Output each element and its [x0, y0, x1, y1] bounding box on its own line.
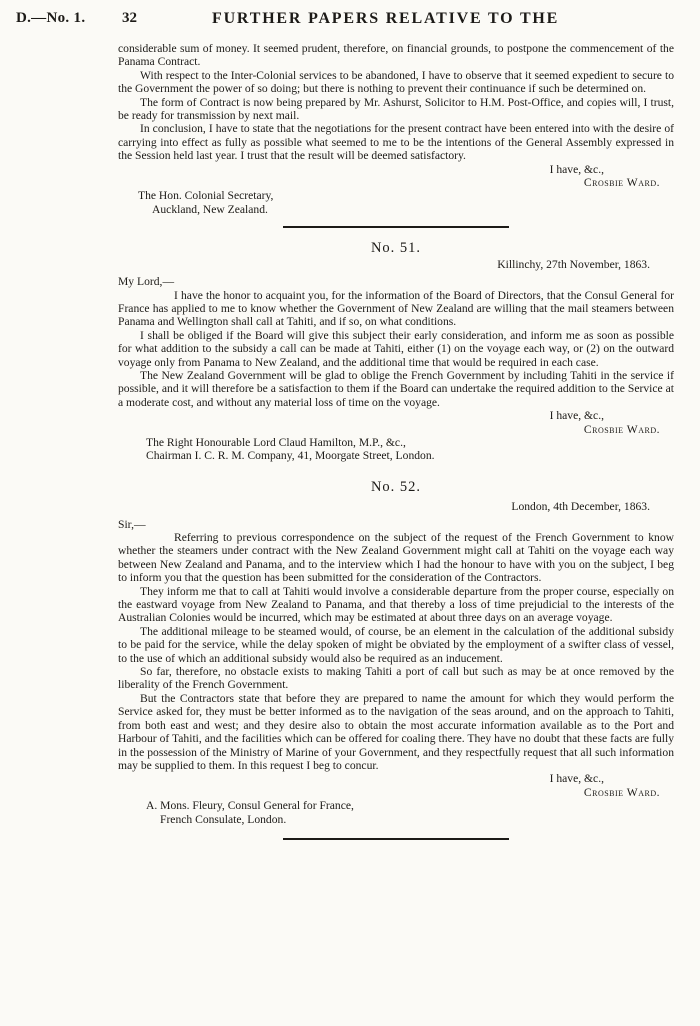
closing: I have, &c.,: [549, 409, 604, 423]
section-divider: [283, 838, 509, 840]
letter-number: No. 51.: [370, 240, 422, 257]
addressee-line: Chairman I. C. R. M. Company, 41, Moorgate Street, London.: [146, 449, 435, 463]
place-date: Killinchy, 27th November, 1863.: [497, 257, 650, 271]
signature: Crosbie Ward.: [583, 176, 660, 190]
letter-52: [118, 478, 674, 826]
letter-number: No. 52.: [370, 478, 422, 495]
paragraph: I have the honor to acquaint you, for the information of the Board of Directors, that the Consul General for France has applied to me to know whether the Government of New Zealand are willing that the mail steamers between Panama and Wellington shall call at Tahiti, and if so, on what conditions.: [118, 288, 674, 329]
addressee-line: French Consulate, London.: [160, 812, 287, 826]
place-date: London, 4th December, 1863.: [511, 500, 650, 514]
page-number: 32: [122, 10, 137, 26]
running-title: FURTHER PAPERS RELATIVE TO THE: [212, 10, 560, 27]
closing: I have, &c.,: [549, 772, 604, 786]
signature: Crosbie Ward.: [583, 422, 660, 436]
section-divider: [283, 226, 509, 228]
paragraph: In conclusion, I have to state that the negotiations for the present contract have been entered into with the desire of carrying into effect as fully as possible what seemed to me to be the intentions of the General Assembly expressed in the Session held last year. I trust that the result will be deemed satisfactory.: [118, 122, 674, 163]
paragraph: Referring to previous correspondence on the subject of the request of the French Government to know whether the steamers under contract with the New Zealand Government might call at Tahiti on the voyage each way between New Zealand and Panama, and to the interview which I had the honour to have with you on the subject, I beg to inform you that the question has been submitted for the consideration of the Contractors.: [118, 531, 674, 585]
signature: Crosbie Ward.: [583, 785, 660, 799]
salutation: My Lord,—: [118, 275, 175, 289]
paragraph: They inform me that to call at Tahiti would involve a considerable departure from the proper course, especially on the eastward voyage from New Zealand to Panama, and that thereby a loss of time prejudicial to the interests of the Australian Colonies would be incurred, which may be estimated at about three days on an average voyage.: [118, 584, 674, 625]
page-body: [118, 42, 674, 840]
paragraph: I shall be obliged if the Board will give this subject their early consideration, and inform me as soon as possible for what addition to the subsidy a call can be made at Tahiti, either (1) on the voyage each way, or (2) on the outward voyage only from Panama to New Zealand, and the additional time that would be required in each case.: [118, 328, 674, 369]
salutation: Sir,—: [118, 517, 146, 531]
addressee-line: The Hon. Colonial Secretary,: [138, 189, 274, 203]
letter-continuation: [118, 42, 674, 216]
paragraph: The additional mileage to be steamed would, of course, be an element in the calculation of the additional subsidy to be paid for the service, while the delay spoken of might be obviated by the employment of a swifter class of vessel, to the use of which an additional subsidy would also be required as an inducement.: [118, 624, 674, 665]
page-header: [0, 4, 700, 38]
paragraph: considerable sum of money. It seemed prudent, therefore, on financial grounds, to postpone the commencement of the Panama Contract.: [118, 42, 674, 69]
addressee-line: The Right Honourable Lord Claud Hamilton, M.P., &c.,: [146, 435, 406, 449]
closing: I have, &c.,: [549, 162, 604, 176]
paragraph: The form of Contract is now being prepared by Mr. Ashurst, Solicitor to H.M. Post-Office, and copies will, I trust, be ready for transmission by next mail.: [118, 95, 674, 123]
addressee-line: A. Mons. Fleury, Consul General for France,: [146, 799, 354, 813]
document-reference: D.—No. 1.: [16, 10, 86, 26]
paragraph: With respect to the Inter-Colonial services to be abandoned, I have to observe that it seemed expedient to secure to the Government the power of so doing; but there is nothing to prevent their continuance if such be determined on.: [118, 68, 674, 96]
addressee-line: Auckland, New Zealand.: [152, 202, 268, 216]
letter-51: [118, 242, 674, 463]
paragraph: So far, therefore, no obstacle exists to making Tahiti a port of call but such as may be at once removed by the liberality of the French Government.: [118, 665, 674, 692]
paragraph: But the Contractors state that before they are prepared to name the amount for which they would perform the Service asked for, they must be better informed as to the navigation of the seas around, and on the approach to Tahiti, from both east and west; and they desire also to obtain the most accurate information available as to the Port and Harbour of Tahiti, and the facilities which can be offered for coaling there. They have no doubt that these facts are fully in the possession of the Ministry of Marine of your Government, and they respectfully request that all such information may be supplied to them. In this request I beg to concur.: [118, 691, 674, 772]
paragraph: The New Zealand Government will be glad to oblige the French Government by including Tahiti in the service if possible, and it will therefore be a satisfaction to them if the Board can undertake the required addition to the Service at a moderate cost, and without any material loss of time on the voyage.: [118, 368, 674, 409]
